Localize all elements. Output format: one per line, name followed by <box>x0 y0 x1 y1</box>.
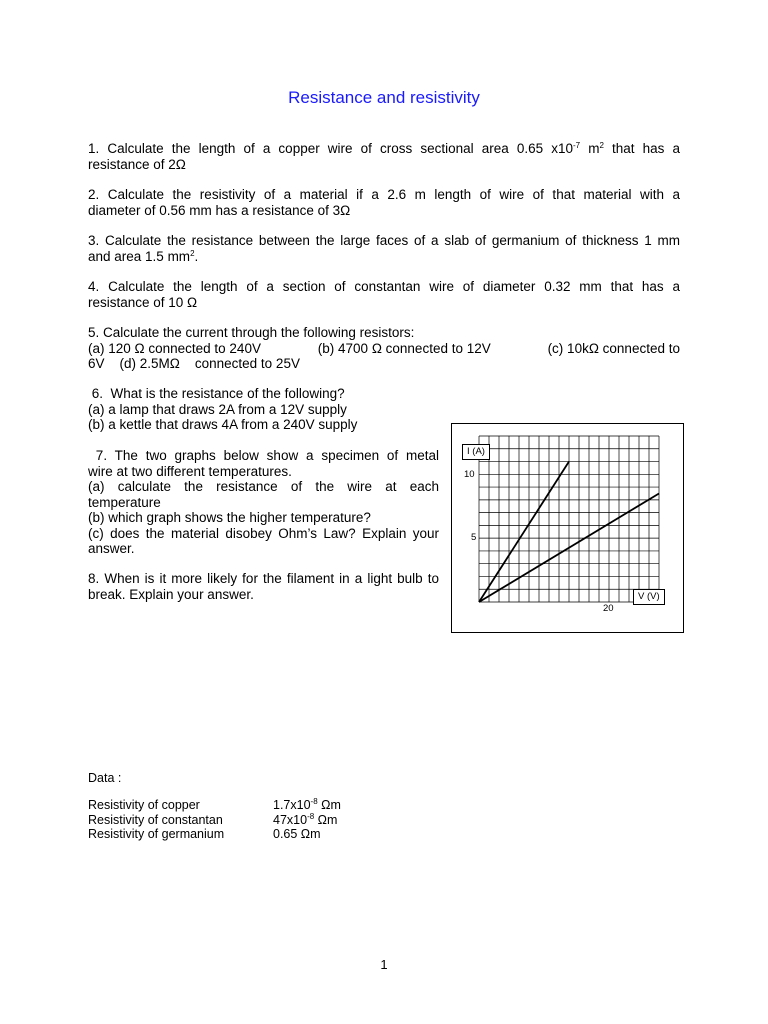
question-1-line-2: resistance of 2Ω <box>88 156 186 172</box>
data-row-value: $47x10^{-8}$ Ωm <box>273 811 338 827</box>
question-1-line-1 <box>88 141 680 157</box>
data-row <box>88 798 341 812</box>
question-5 <box>88 325 680 372</box>
question-3-line-2 <box>88 249 680 265</box>
question-3-line-1: 3. Calculate the resistance between the large faces of a slab of germanium of thickness 1 mm <box>88 233 680 248</box>
question-7-line-4: temperature <box>88 494 161 510</box>
page-title: Resistance and resistivity <box>288 88 480 107</box>
q5-item-b: (b) 4700 Ω connected to 12V <box>317 340 491 356</box>
question-7-line-2: wire at two different temperatures. <box>88 463 292 479</box>
question-5-line-1: 5. Calculate the current through the following resistors: <box>88 325 415 340</box>
data-row-label: Resistivity of germanium <box>88 826 225 841</box>
question-5-line-3: 6V (d) 2.5MΩ connected to 25V <box>88 356 300 371</box>
data-heading: Data : <box>88 771 122 785</box>
iv-graph-figure <box>451 423 684 633</box>
data-row <box>88 827 341 841</box>
data-row-label: Resistivity of copper <box>88 798 200 813</box>
question-6 <box>88 386 439 433</box>
question-7-line-3: (a) calculate the resistance of the wire at each <box>88 479 439 494</box>
question-7-line-5: (b) which graph shows the higher temperature? <box>88 510 371 525</box>
question-7-line-6: (c) does the material disobey Ohm’s Law? Explain your <box>88 525 439 541</box>
question-8-line-1: 8. When is it more likely for the filament in a light bulb to <box>88 571 439 586</box>
question-6-item-a: (a) a lamp that draws 2A from a 12V supply <box>88 401 347 417</box>
y-tick-label-10: 10 <box>464 469 475 480</box>
series-line-1 <box>479 462 569 602</box>
q1-exponent: -7 <box>573 141 581 150</box>
x-axis-label: V (V) <box>633 589 665 605</box>
q1-unit: m <box>580 141 600 156</box>
question-4-line-2: resistance of 10 Ω <box>88 294 198 310</box>
data-row-label: Resistivity of constantan <box>88 812 223 827</box>
q3-period: . <box>194 248 199 264</box>
question-4 <box>88 279 680 310</box>
question-5-line-2 <box>88 341 680 357</box>
data-row-value: 0.65 Ωm <box>273 826 321 841</box>
question-8 <box>88 571 439 602</box>
question-6-item-b: (b) a kettle that draws 4A from a 240V supply <box>88 417 358 432</box>
question-6-line-1: 6. What is the resistance of the following? <box>88 386 345 401</box>
q1-text-b: that has a <box>603 141 681 156</box>
graph-grid <box>479 436 659 602</box>
q1-unit-exponent: 2 <box>599 141 604 150</box>
q3-text: and area 1.5 mm <box>88 248 191 264</box>
q3-exponent: 2 <box>190 248 195 258</box>
question-2 <box>88 187 680 218</box>
page-number: 1 <box>380 957 388 972</box>
data-section <box>88 771 341 841</box>
question-1 <box>88 141 680 172</box>
data-row <box>88 813 341 827</box>
y-tick-label-5: 5 <box>471 532 477 543</box>
q5-item-c: (c) 10kΩ connected to <box>547 340 680 356</box>
question-7-line-1: 7. The two graphs below show a specimen of metal <box>88 448 439 463</box>
q1-text-a: 1. Calculate the length of a copper wire of cross sectional area 0.65 x10 <box>88 141 573 156</box>
data-row-value: $1.7x10^{-8}$ Ωm <box>273 797 341 813</box>
question-2-line-2: diameter of 0.56 mm has a resistance of 3Ω <box>88 202 351 218</box>
question-3 <box>88 233 680 264</box>
question-8-line-2: break. Explain your answer. <box>88 586 254 602</box>
q5-item-a: (a) 120 Ω connected to 240V <box>88 340 261 356</box>
question-2-line-1: 2. Calculate the resistivity of a material if a 2.6 m length of wire of that material with a <box>88 187 680 202</box>
y-axis-label: I (A) <box>462 444 490 460</box>
x-tick-label-20: 20 <box>603 603 614 614</box>
question-7 <box>88 448 439 557</box>
question-4-line-1: 4. Calculate the length of a section of constantan wire of diameter 0.32 mm that has a <box>88 279 680 294</box>
question-7-line-7: answer. <box>88 541 135 556</box>
